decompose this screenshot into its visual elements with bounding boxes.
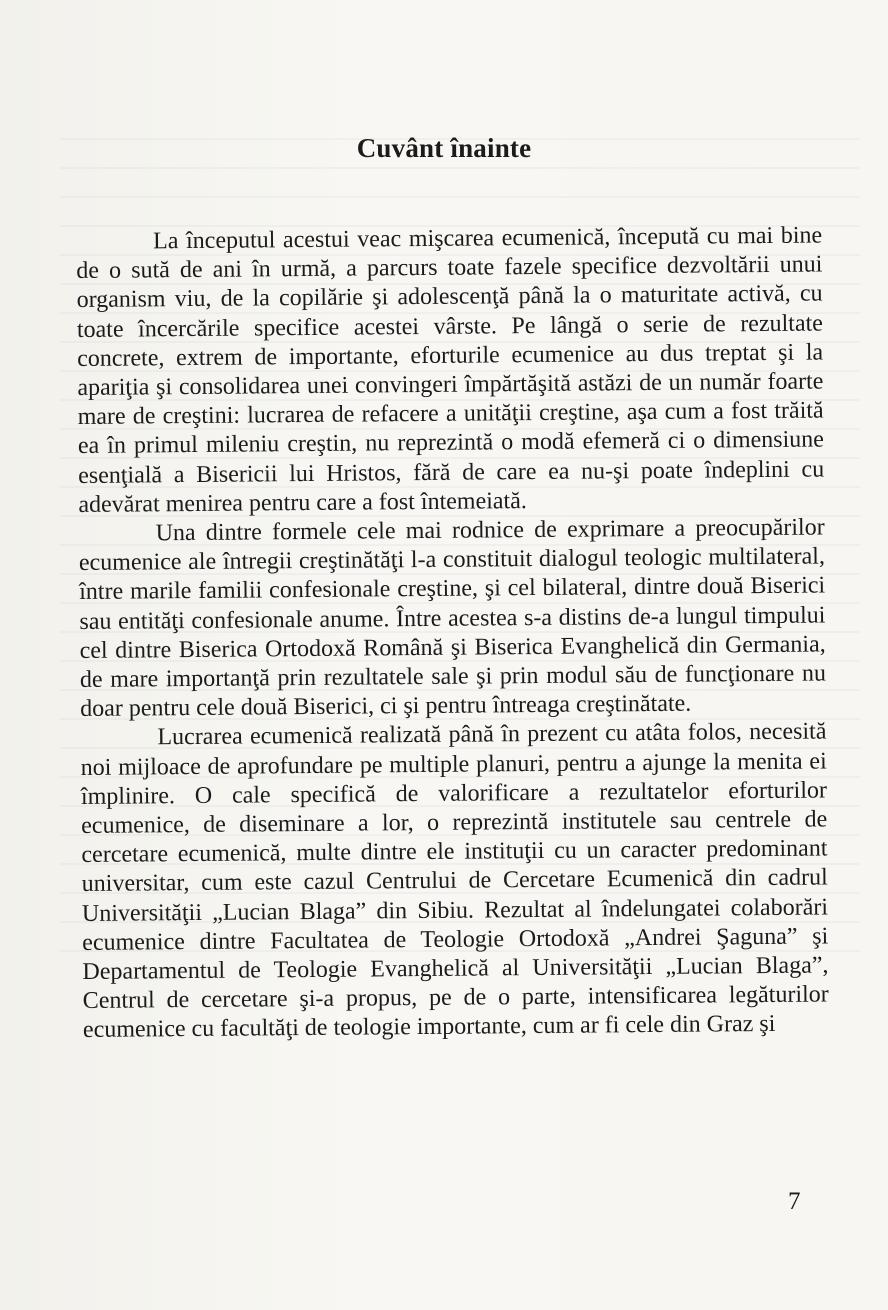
- page-number: 7: [788, 1188, 801, 1215]
- page-title: Cuvânt înainte: [356, 133, 532, 163]
- paragraph-3: Lucrarea ecumenică realizată până în prezent cu atâta folos, necesită noi mijloace de aprofundare pe multiple planuri, pentru a ajunge la menita ei împlinire. O cale specifică de valorificare a rezultatelor eforturilor ecumenice, de diseminare a lor, o reprezintă institutele sau centrele de cercetare ecumenică, multe dintre ele instituţii cu un caracter predominant universitar, cum este cazul Centrului de Cercetare Ecumenică din cadrul Universităţii „Lucian Blaga” din Sibiu. Rezultat al îndelungatei colaborări ecumenice dintre Facultatea de Teologie Ortodoxă „Andrei Şaguna” şi Departamentul de Teologie Evanghelică al Universităţii „Lucian Blaga”, Centrul de cercetare şi-a propus, pe de o parte, intensificarea legăturilor ecumenice cu facultăţi de teologie importante, cum ar fi cele din Graz şi: [80, 718, 829, 1044]
- paragraph-1: La începutul acestui veac mişcarea ecumenică, începută cu mai bine de o sută de ani în urmă, a parcurs toate fazele specifice dezvoltării unui organism viu, de la copilărie şi adolescenţă până la o maturitate activă, cu toate încercările specifice acestei vârste. Pe lângă o serie de rezultate concrete, extrem de importante, eforturile ecumenice au dus treptat şi la apariţia şi consolidarea unei convingeri împărtăşită astăzi de un număr foarte mare de creştini: lucrarea de refacere a unităţii creştine, aşa cum a fost trăită ea în primul mileniu creştin, nu reprezintă o modă efemeră ci o dimensiune esenţială a Bisericii lui Hristos, fără de care ea nu-şi poate îndeplini cu adevărat menirea pentru care a fost întemeiată.: [76, 222, 825, 518]
- paragraph-2: Una dintre formele cele mai rodnice de exprimare a preocupărilor ecumenice ale întregii creştinătăţi l-a constituit dialogul teologic multilateral, între marile familii confesionale creştine, şi cel bilateral, dintre două Biserici sau entităţi confesionale anume. Între acestea s-a distins de-a lungul timpului cel dintre Biserica Ortodoxă Română şi Biserica Evanghelică din Germania, de mare importanţă prin rezultatele sale şi prin modul său de funcţionare nu doar pentru cele două Biserici, ci şi pentru întreaga creştinătate.: [78, 514, 827, 723]
- body-text: [76, 221, 829, 1045]
